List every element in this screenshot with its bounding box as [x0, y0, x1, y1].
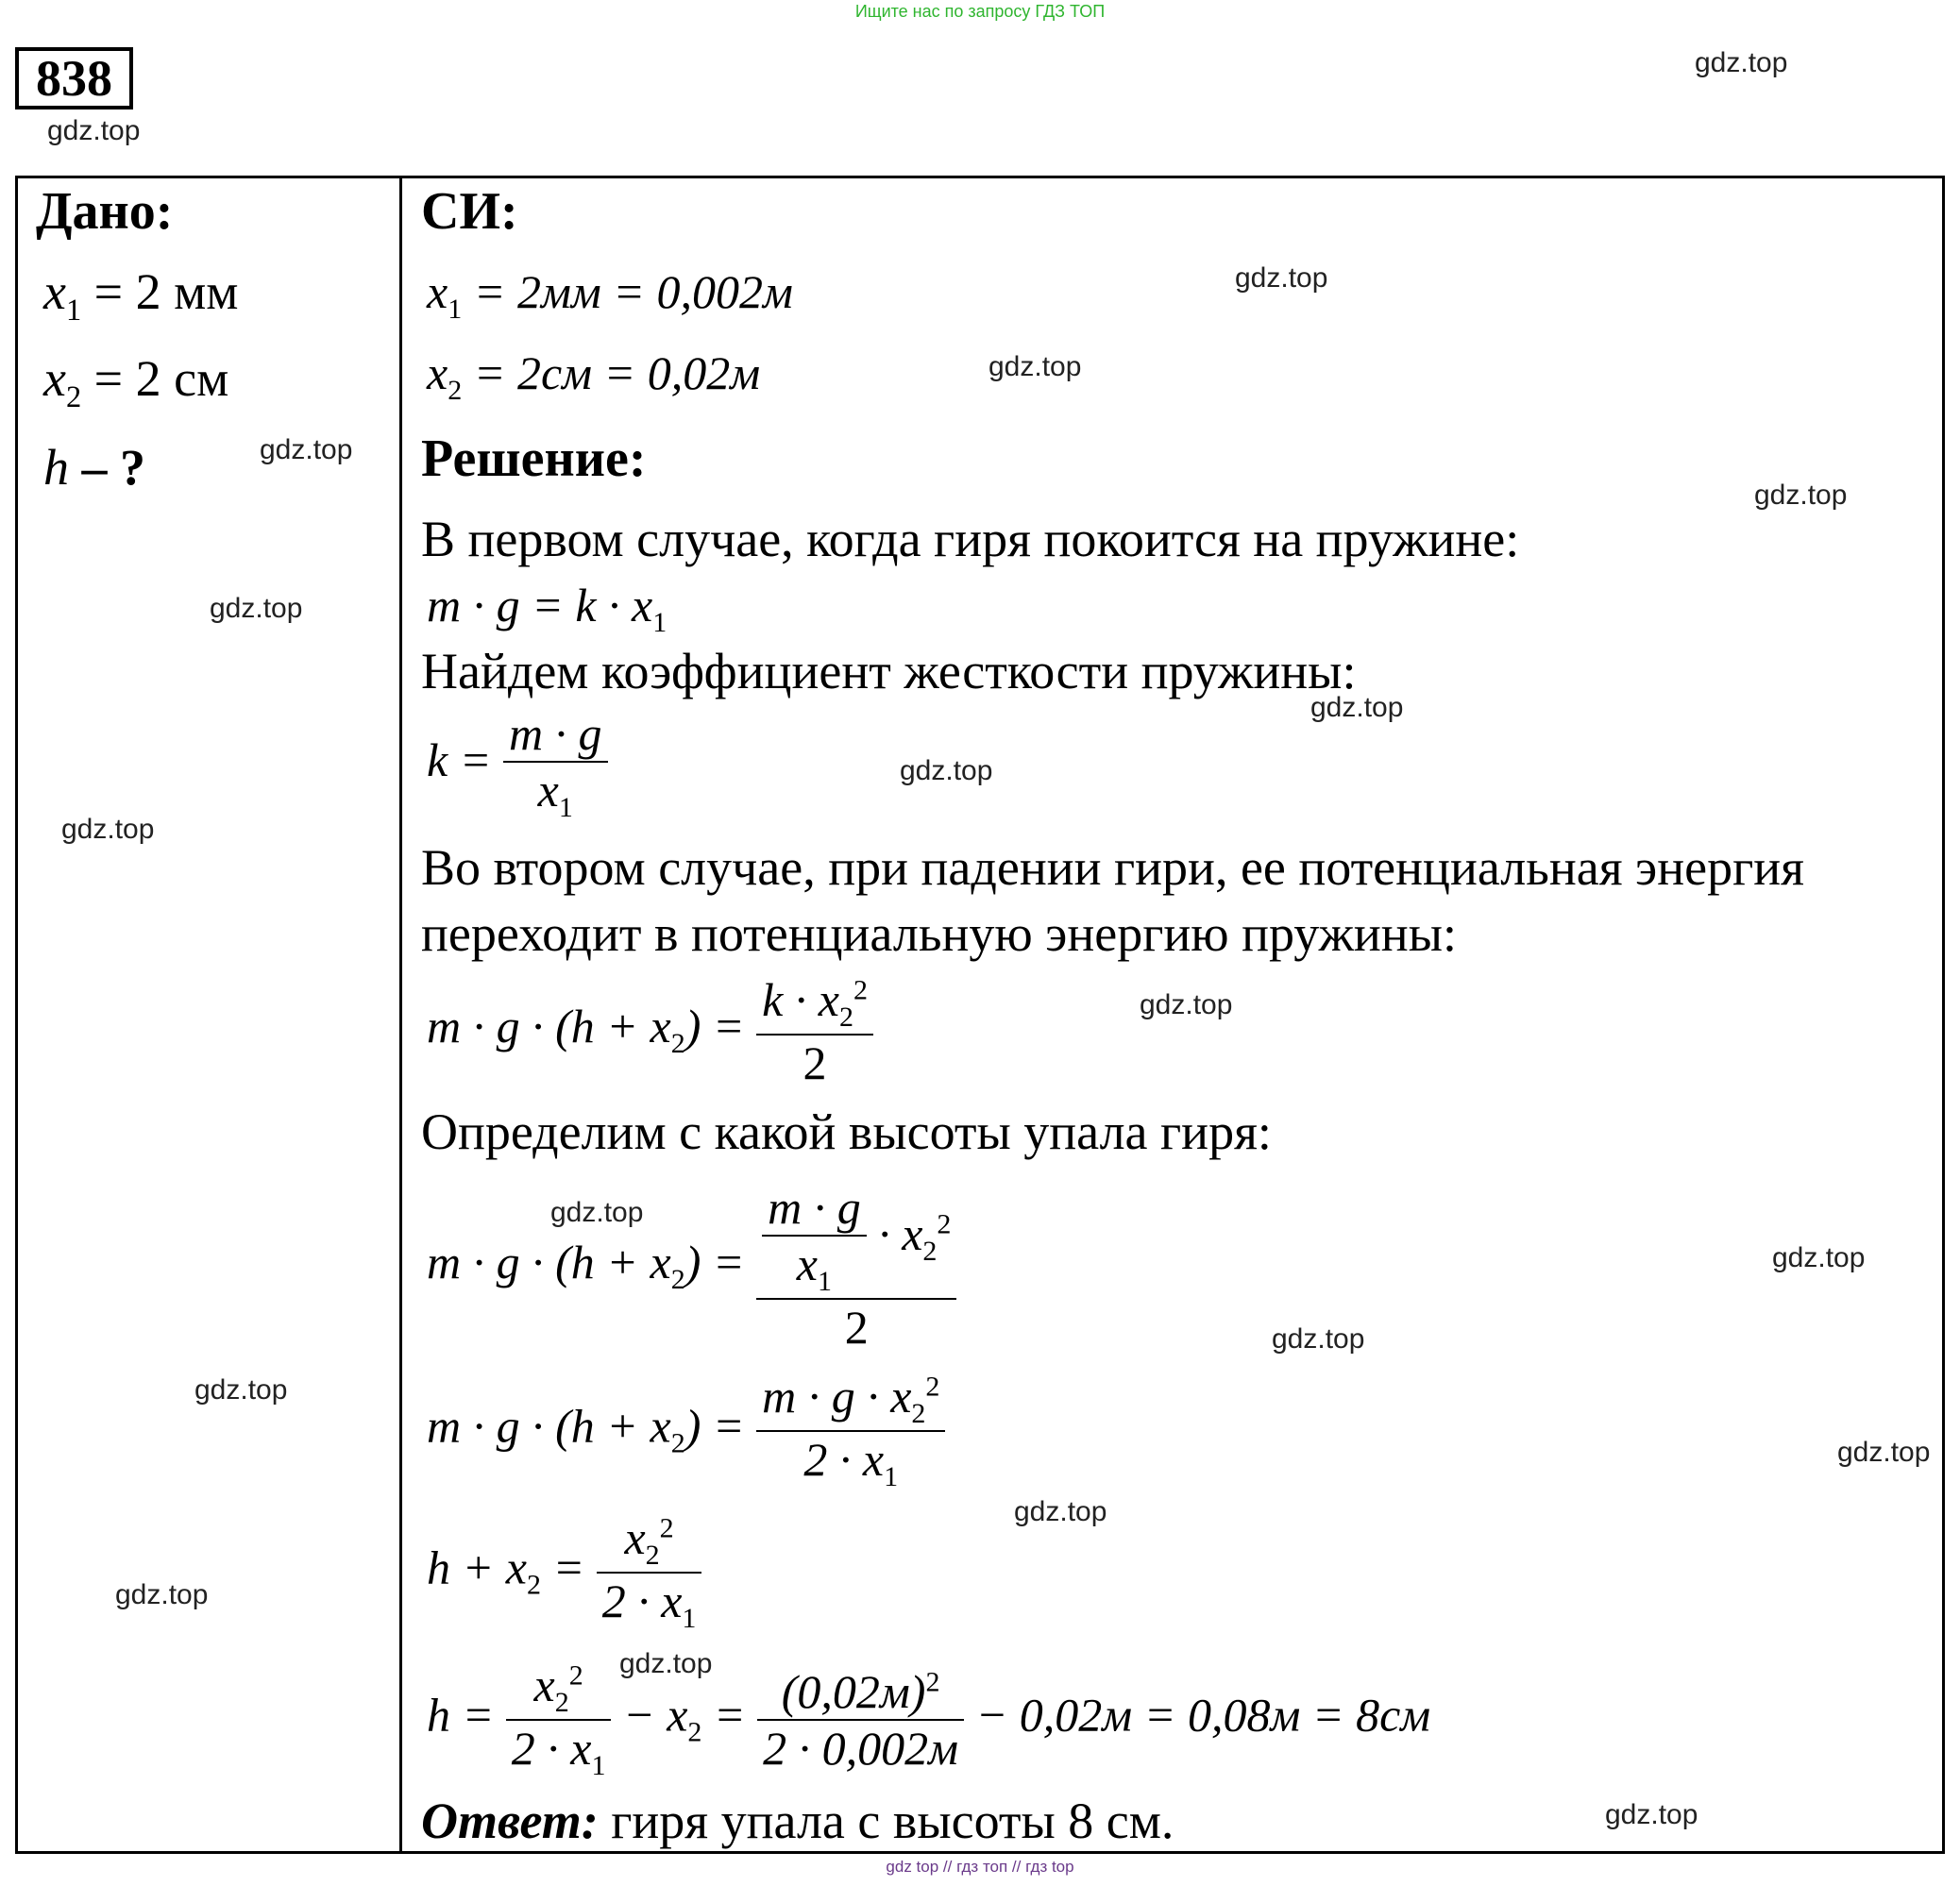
- given-x1-value: = 2 мм: [81, 263, 239, 320]
- fraction: $\frac{x_2^2}{2 \cdot x_1}$: [597, 1510, 702, 1635]
- solution-text-4: переходит в потенциальную энергию пружины:: [421, 905, 1457, 962]
- answer-text: гиря упала с высоты 8 см.: [598, 1793, 1174, 1849]
- watermark: gdz.top: [61, 814, 155, 845]
- watermark: gdz.top: [1837, 1437, 1931, 1468]
- watermark: gdz.top: [1310, 692, 1404, 723]
- final-result: − 0,02м = 0,08м = 8см: [975, 1688, 1431, 1742]
- watermark: gdz.top: [47, 115, 141, 146]
- formula-final: h = $\frac{x_2^2}{2 \cdot x_1}$ − $x_2$ = $\frac{(0,02м)^2}{2 \cdot 0,002м}$ − 0,02м = 0,08м = 8см: [427, 1659, 1431, 1781]
- unknown-mark: – ?: [69, 439, 145, 496]
- fraction: $\frac{m \cdot g \cdot x_2^2}{2 \cdot x_1}$: [756, 1369, 945, 1493]
- formula-simplified: $m \cdot g \cdot (h + x_2)$ = $\frac{m \cdot g \cdot x_2^2}{2 \cdot x_1}$: [427, 1369, 945, 1493]
- watermark: gdz.top: [260, 434, 353, 465]
- si-x2-value: = 2см = 0,02м: [473, 346, 761, 399]
- watermark: gdz.top: [1272, 1323, 1365, 1355]
- watermark: gdz.top: [1754, 480, 1848, 511]
- var-x: x: [43, 350, 66, 407]
- fraction: $\frac{m \cdot g}{x_1}$ · $x_2^2$ 2: [756, 1180, 956, 1355]
- solution-text-5: Определим с какой высоты упала гиря:: [421, 1103, 1272, 1160]
- solution-heading: Решение:: [421, 429, 647, 488]
- fraction: $\frac{(0,02м)^2}{2 \cdot 0,002м}$: [757, 1664, 964, 1776]
- watermark: gdz.top: [210, 593, 303, 624]
- sub: 1: [65, 293, 82, 328]
- watermark: gdz.top: [1235, 262, 1328, 294]
- formula-height-sum: $h + x_2$ = $\frac{x_2^2}{2 \cdot x_1}$: [427, 1510, 701, 1635]
- formula-substitution: $m \cdot g \cdot (h + x_2)$ = $\frac{m \cdot g}{x_1}$ · $x_2^2$ 2: [427, 1180, 956, 1355]
- formula-equilibrium: $m \cdot g = k \cdot x_1$: [427, 579, 667, 638]
- watermark: gdz.top: [1014, 1496, 1107, 1527]
- solution-table: [15, 176, 1945, 1854]
- si-x1-value: = 2мм = 0,002м: [473, 265, 793, 318]
- watermark: gdz.top: [550, 1197, 644, 1228]
- given-x2-value: = 2 см: [81, 350, 229, 407]
- formula-energy: $m \cdot g \cdot (h + x_2)$ = $\frac{k \cdot x_2^2}{2}$: [427, 972, 873, 1090]
- given-x2: [43, 349, 228, 415]
- footer-links[interactable]: gdz top // гдз топ // гдз top: [886, 1858, 1074, 1876]
- answer: [421, 1792, 1174, 1850]
- solution-text-1: В первом случае, когда гиря покоится на пружине:: [421, 511, 1520, 567]
- problem-number: 838: [15, 47, 133, 109]
- solution-text-3: Во втором случае, при падении гири, ее потенциальная энергия: [421, 839, 1804, 896]
- si-heading: СИ:: [421, 182, 518, 241]
- watermark: gdz.top: [988, 351, 1082, 382]
- given-heading: Дано:: [36, 182, 174, 241]
- watermark: gdz.top: [194, 1374, 288, 1406]
- watermark: gdz.top: [1140, 989, 1233, 1020]
- fraction: $\frac{x_2^2}{2 \cdot x_1}$: [506, 1658, 612, 1782]
- fraction: $\frac{m \cdot g}{x_1}$: [503, 706, 608, 824]
- si-x2: $x_2 = 2см = 0,02м$: [427, 346, 761, 406]
- var-x: x: [43, 263, 66, 320]
- given-x1: [43, 262, 238, 328]
- fraction: $\frac{k \cdot x_2^2}{2}$: [756, 972, 873, 1090]
- watermark: gdz.top: [900, 755, 993, 786]
- column-divider: [399, 176, 402, 1854]
- watermark: gdz.top: [1772, 1242, 1866, 1273]
- var-h: h: [43, 439, 69, 496]
- top-banner: Ищите нас по запросу ГДЗ ТОП: [854, 2, 1106, 21]
- solution-text-2: Найдем коэффициент жесткости пружины:: [421, 643, 1357, 699]
- watermark: gdz.top: [1695, 47, 1788, 78]
- si-x1: $x_1 = 2мм = 0,002м$: [427, 265, 793, 325]
- watermark: gdz.top: [115, 1579, 209, 1610]
- watermark: gdz.top: [619, 1648, 713, 1679]
- answer-label: Ответ:: [421, 1793, 599, 1849]
- given-unknown: [43, 438, 145, 497]
- formula-stiffness: k = $\frac{m \cdot g}{x_1}$: [427, 706, 608, 824]
- watermark: gdz.top: [1605, 1799, 1698, 1830]
- sub: 2: [65, 379, 82, 414]
